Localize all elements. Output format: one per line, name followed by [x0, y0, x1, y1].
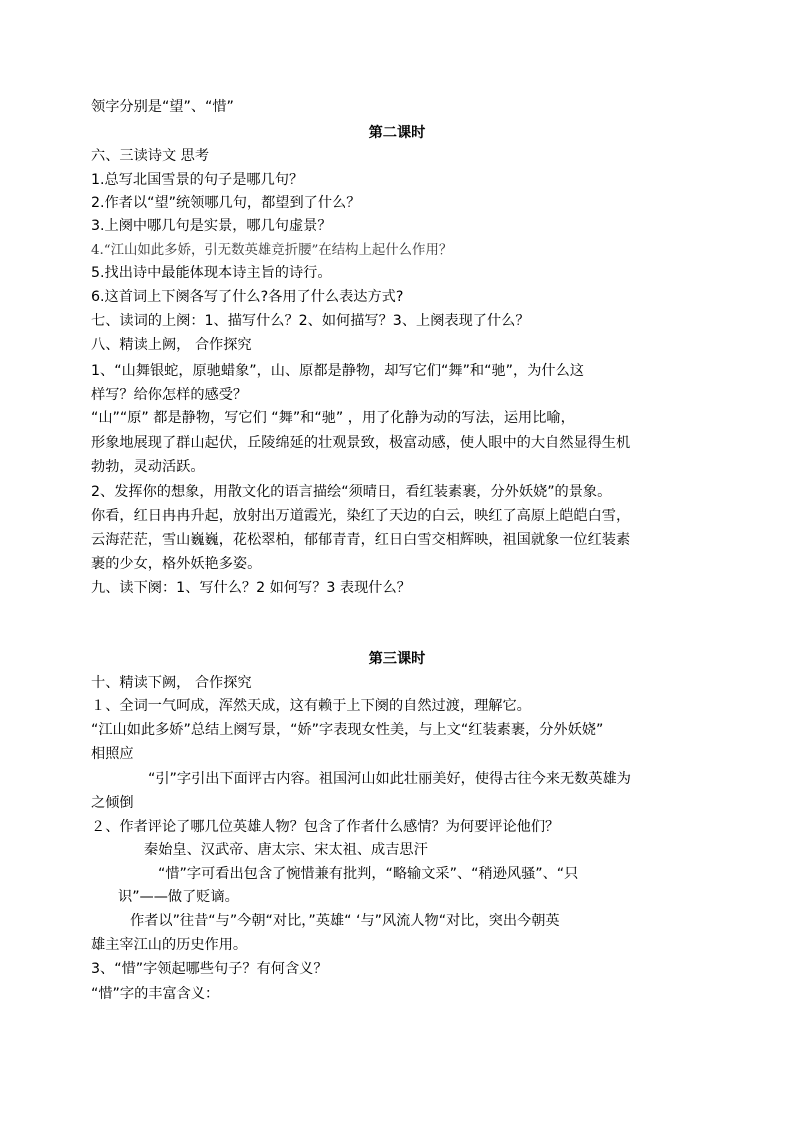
section-8-q2-line-2: 你看，红日冉冉升起，放射出万道霞光，染红了天边的白云，映红了高原上皑皑白雪， [91, 508, 631, 524]
question-4: 4.“江山如此多娇，引无数英雄竞折腰”在结构上起什么作用？ [91, 243, 453, 258]
section-8-answer-line-3: 勃勃，灵动活跃。 [91, 459, 205, 475]
section-8-answer-line-2: 形象地展现了群山起伏，丘陵绵延的壮观景致，极富动感，使人眼中的大自然显得生机 [91, 435, 631, 451]
paragraph-5: 秦始皇、汉武帝、唐太宗、宋太祖、成吉思汗 [144, 842, 428, 858]
question-6: 6.这首词上下阕各写了什么?各用了什么表达方式? [91, 289, 404, 305]
section-8-q2-line-4: 裹的少女，格外妖艳多姿。 [91, 556, 262, 572]
paragraph-1: １、全词一气呵成，浑然天成，这有赖于上下阕的自然过渡，理解它。 [91, 698, 531, 714]
question-5: 5.找出诗中最能体现本诗主旨的诗行。 [91, 265, 332, 281]
section-8-q2-line-1: 2、发挥你的想象，用散文化的语言描绘“须晴日，看红装素裹，分外妖娆”的景象。 [91, 484, 612, 500]
paragraph-6-line-1: “惜”字可看出包含了惋惜兼有批判，“略输文采”、“稍逊风骚”、“只 [158, 866, 579, 882]
paragraph-7-line-2: 雄主宰江山的历史作用。 [91, 937, 248, 953]
lesson-2-title: 第二课时 [368, 125, 426, 141]
section-8-q1-line-2: 样写？给你怎样的感受？ [91, 387, 248, 403]
section-10-heading: 十、精读下阙， 合作探究 [91, 675, 252, 691]
paragraph-2-line-1: “江山如此多娇”总结上阕写景，“娇”字表现女性美，与上文“红装素裹，分外妖娆” [91, 722, 604, 738]
section-8-heading: 八、精读上阙， 合作探究 [91, 337, 252, 353]
lead-line: 领字分别是“望”、“惜” [91, 99, 234, 115]
section-8-q2-line-3: 云海茫茫，雪山巍巍，花松翠柏，郁郁青青，红日白雪交相辉映，祖国就象一位红装素 [91, 532, 631, 548]
paragraph-6-line-2: 识”——做了贬谪。 [118, 889, 239, 905]
paragraph-3-line-2: 之倾倒 [91, 795, 134, 811]
paragraph-2-line-2: 相照应 [91, 746, 134, 762]
question-3: 3.上阕中哪几句是实景，哪几句虚景？ [91, 218, 332, 234]
section-9: 九、读下阕：1、写什么？2 如何写？3 表现什么？ [91, 580, 411, 596]
lesson-3-title: 第三课时 [368, 651, 426, 667]
paragraph-8: 3、“惜”字领起哪些句子？有何含义？ [91, 961, 328, 977]
section-8-answer-line-1: “山”“原” 都是静物，写它们 “舞”和“驰” ，用了化静为动的写法，运用比喻， [91, 410, 575, 426]
section-6-heading: 六、三读诗文 思考 [91, 148, 210, 164]
section-8-q1-line-1: 1、“山舞银蛇，原驰蜡象”，山、原都是静物，却写它们“舞”和“驰”，为什么这 [91, 363, 584, 379]
question-2: 2.作者以“望”统领哪几句，都望到了什么？ [91, 195, 361, 211]
paragraph-9: “惜”字的丰富含义： [91, 986, 220, 1002]
question-1: 1.总写北国雪景的句子是哪几句？ [91, 172, 304, 188]
paragraph-7-line-1: 作者以”往昔“与”今朝“对比，”英雄“ ‘与”风流人物“对比，突出今朝英 [130, 913, 560, 929]
section-7: 七、读词的上阕：1、描写什么？2、如何描写？3、上阕表现了什么？ [91, 313, 530, 329]
paragraph-4: ２、作者评论了哪几位英雄人物？包含了作者什么感情？为何要评论他们？ [91, 819, 560, 835]
paragraph-3-line-1: “引”字引出下面评古内容。祖国河山如此壮丽美好，使得古往今来无数英雄为 [148, 771, 631, 787]
